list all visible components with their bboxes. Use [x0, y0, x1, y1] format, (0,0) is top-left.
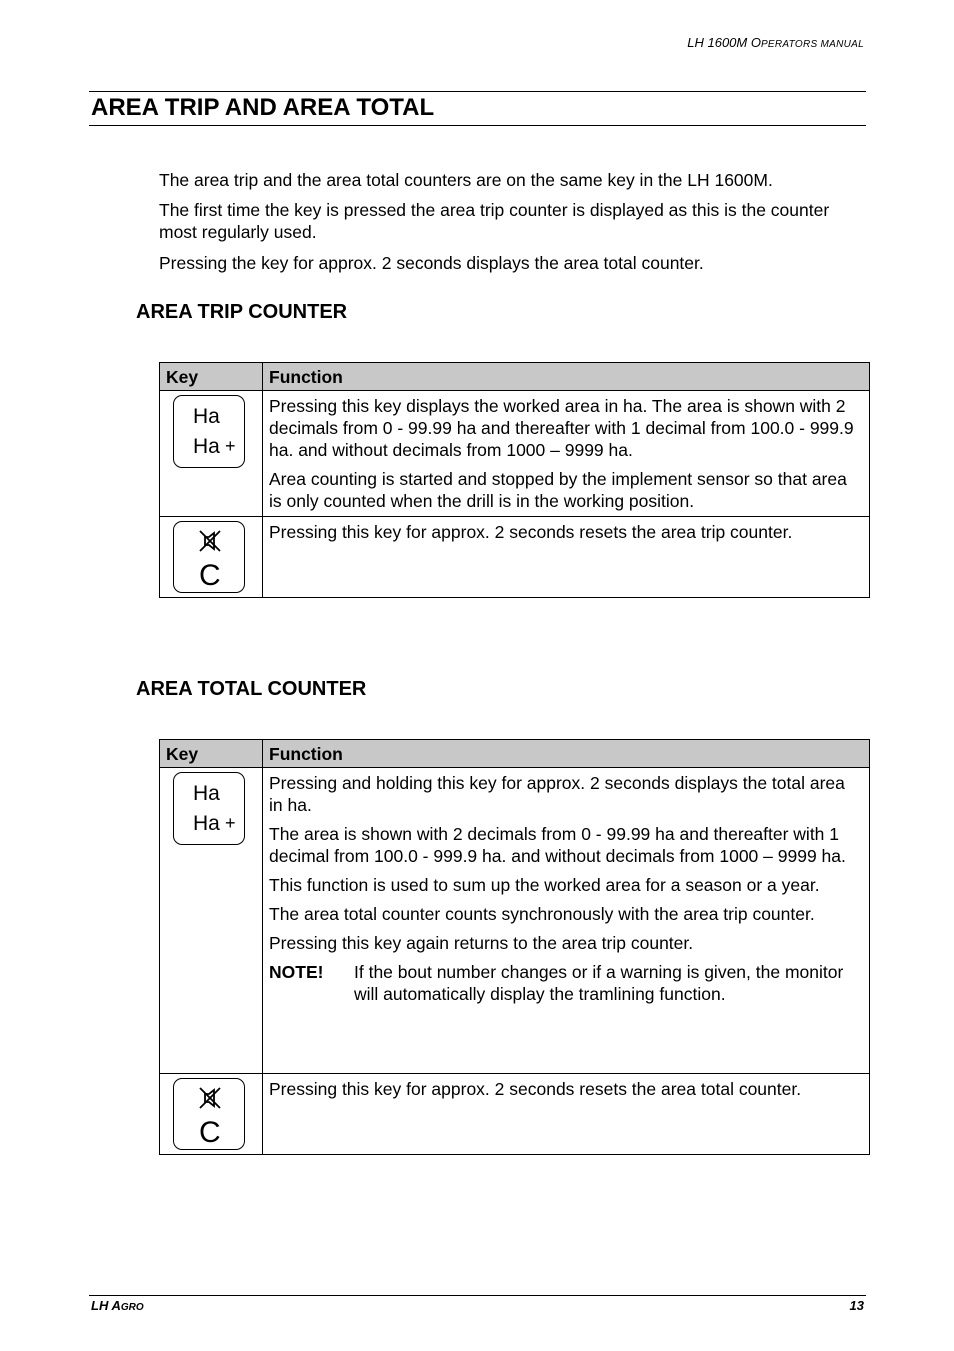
page-title: AREA TRIP AND AREA TOTAL	[91, 94, 435, 121]
intro-paragraph-3: Pressing the key for approx. 2 seconds displays the area total counter.	[159, 253, 704, 273]
plus-icon: +	[225, 813, 236, 833]
clear-key-icon	[173, 1078, 245, 1150]
column-header-function: Function	[263, 740, 870, 768]
clear-key-letter: C	[199, 1116, 221, 1149]
ha-key-label-bottom: Ha	[193, 435, 220, 458]
table-row	[160, 768, 870, 1074]
table-header-row	[160, 740, 870, 768]
column-header-key: Key	[160, 363, 263, 391]
function-cell	[263, 517, 870, 598]
note	[269, 961, 863, 1005]
clear-key-icon	[173, 521, 245, 593]
footer-brand	[91, 1298, 144, 1313]
footer-rule	[89, 1295, 866, 1296]
key-cell	[160, 1074, 263, 1155]
area-total-heading: AREA TOTAL COUNTER	[136, 678, 367, 700]
running-header	[687, 35, 864, 50]
title-bottom-rule	[89, 125, 866, 126]
header-manual-title-smallcaps: PERATORS MANUAL	[760, 39, 864, 50]
mute-icon	[197, 528, 223, 554]
function-text: Pressing this key for approx. 2 seconds resets the area trip counter.	[269, 522, 793, 542]
header-manual-title: LH 1600M O	[687, 35, 761, 50]
clear-key-letter: C	[199, 559, 221, 592]
table-header-row	[160, 363, 870, 391]
key-cell	[160, 391, 263, 517]
ha-key-label-bottom: Ha	[193, 812, 220, 835]
note-text: If the bout number changes or if a warning is given, the monitor will automatically display the tramlining function.	[354, 962, 844, 1004]
function-text: Area counting is started and stopped by the implement sensor so that area is only counted when the drill is in the working position.	[269, 469, 847, 511]
area-trip-table	[159, 362, 870, 598]
ha-key-icon	[173, 772, 245, 845]
ha-key-icon	[173, 395, 245, 468]
intro-paragraph-1: The area trip and the area total counters are on the same key in the LH 1600M.	[159, 170, 773, 190]
area-trip-heading: AREA TRIP COUNTER	[136, 301, 348, 323]
function-cell	[263, 391, 870, 517]
title-top-rule	[89, 91, 866, 92]
table-row	[160, 391, 870, 517]
function-cell	[263, 1074, 870, 1155]
function-text: Pressing this key again returns to the area trip counter.	[269, 933, 694, 953]
footer-brand-text: LH A	[91, 1298, 121, 1313]
function-text: This function is used to sum up the worked area for a season or a year.	[269, 875, 820, 895]
function-text: The area is shown with 2 decimals from 0 - 99.99 ha and thereafter with 1 decimal from 100.0 - 999.9 ha. and without decimals from 1000 – 9999 ha.	[269, 824, 846, 866]
key-cell	[160, 517, 263, 598]
mute-icon	[197, 1085, 223, 1111]
page-number: 13	[849, 1298, 864, 1313]
function-text: Pressing this key for approx. 2 seconds resets the area total counter.	[269, 1079, 802, 1099]
column-header-key: Key	[160, 740, 263, 768]
intro-paragraph-2: The first time the key is pressed the area trip counter is displayed as this is the counter most regularly used.	[159, 200, 830, 242]
area-total-table	[159, 739, 870, 1155]
column-header-function: Function	[263, 363, 870, 391]
footer-brand-smallcaps: GRO	[120, 1302, 144, 1313]
function-cell	[263, 768, 870, 1074]
function-text: Pressing and holding this key for approx. 2 seconds displays the total area in ha.	[269, 773, 845, 815]
table-row	[160, 1074, 870, 1155]
function-text: The area total counter counts synchronously with the area trip counter.	[269, 904, 815, 924]
key-cell	[160, 768, 263, 1074]
ha-key-label-top: Ha	[193, 405, 220, 428]
function-text: Pressing this key displays the worked area in ha. The area is shown with 2 decimals from 0 - 99.99 ha and thereafter with 1 decimal from 100.0 - 999.9 ha. and without decimals from 1000 – 9999 ha.	[269, 396, 854, 460]
plus-icon: +	[225, 436, 236, 456]
table-row	[160, 517, 870, 598]
note-label: NOTE!	[269, 962, 324, 982]
ha-key-label-top: Ha	[193, 782, 220, 805]
